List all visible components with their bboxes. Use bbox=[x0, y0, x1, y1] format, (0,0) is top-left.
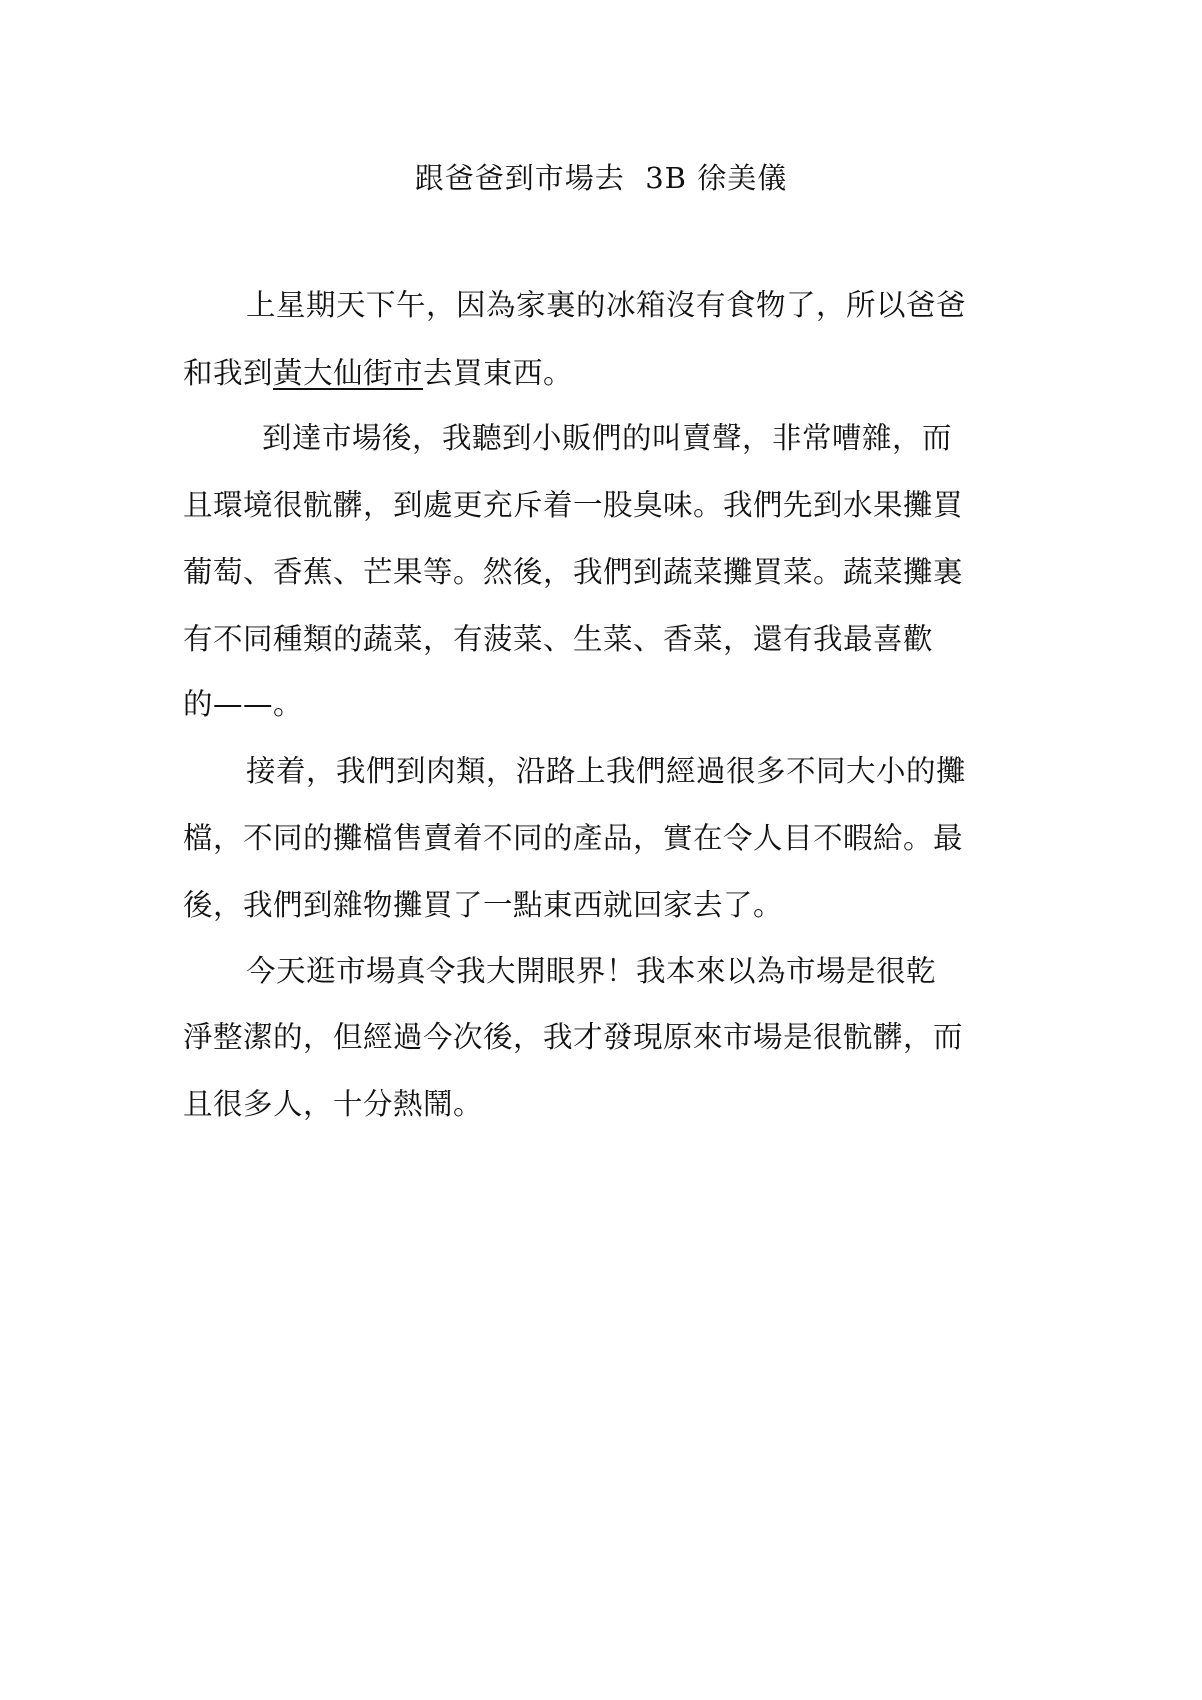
student-name: 徐美儀 bbox=[697, 161, 788, 195]
paragraph-1-line-1: 上星期天下午，因為家裏的冰箱沒有食物了，所以爸爸 bbox=[246, 288, 967, 322]
paragraph-3-line-2: 檔，不同的攤檔售賣着不同的產品，實在令人目不暇給。最 bbox=[183, 821, 964, 855]
paragraph-1-line-2: 和我到黃大仙街市去買東西。 bbox=[183, 356, 574, 390]
paragraph-2-line-4: 有不同種類的蔬菜，有菠菜、生菜、香菜，還有我最喜歡 bbox=[183, 622, 934, 656]
paragraph-2-line-2: 且環境很骯髒，到處更充斥着一股臭味。我們先到水果攤買 bbox=[183, 488, 964, 522]
class-name: 3B bbox=[645, 161, 687, 195]
paragraph-4-line-2: 淨整潔的，但經過今次後，我才發現原來市場是很骯髒，而 bbox=[183, 1020, 964, 1054]
paragraph-2-line-5: 的——。 bbox=[183, 687, 304, 721]
paragraph-3-line-3: 後，我們到雜物攤買了一點東西就回家去了。 bbox=[183, 888, 784, 922]
paragraph-4-line-1: 今天逛市場真令我大開眼界！我本來以為市場是很乾 bbox=[246, 954, 937, 988]
document-title bbox=[0, 158, 1202, 198]
paragraph-4-line-3: 且很多人，十分熱鬧。 bbox=[183, 1087, 484, 1121]
title-text: 跟爸爸到市場去 bbox=[414, 161, 625, 195]
paragraph-3-line-1: 接着，我們到肉類，沿路上我們經過很多不同大小的攤 bbox=[246, 754, 967, 788]
paragraph-2-line-1: 到達市場後，我聽到小販們的叫賣聲，非常嘈雜，而 bbox=[262, 421, 953, 455]
underlined-place-name: 黃大仙街市 bbox=[273, 356, 424, 390]
paragraph-2-line-3: 葡萄、香蕉、芒果等。然後，我們到蔬菜攤買菜。蔬菜攤裏 bbox=[183, 555, 964, 589]
